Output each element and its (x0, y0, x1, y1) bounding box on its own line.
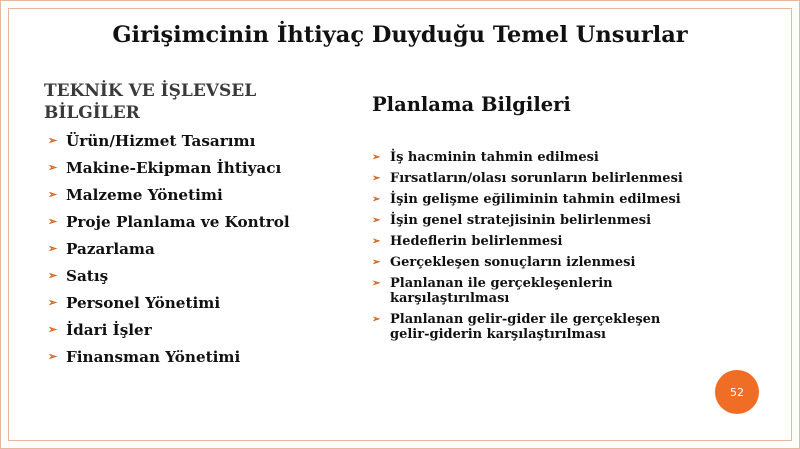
list-item-text: Planlanan gelir-gider ile gerçekleşen gelir-giderin karşılaştırılması (390, 312, 661, 342)
bullet-icon: ➢ (48, 161, 58, 174)
bullet-icon: ➢ (372, 257, 381, 268)
list-item (48, 319, 338, 341)
list-item-text: Pazarlama (66, 240, 155, 258)
list-item-text: İşin gelişme eğiliminin tahmin edilmesi (390, 192, 681, 207)
left-column-heading: TEKNİK VE İŞLEVSEL BİLGİLER (44, 81, 257, 123)
bullet-icon: ➢ (48, 269, 58, 282)
slide-title: Girişimcinin İhtiyaç Duyduğu Temel Unsurlar (112, 22, 688, 48)
list-item (48, 211, 338, 233)
list-item (372, 276, 702, 306)
list-item (372, 213, 702, 228)
list-item-text: Makine-Ekipman İhtiyacı (66, 159, 282, 177)
bullet-icon: ➢ (372, 314, 381, 325)
list-item (48, 157, 338, 179)
list-item-text: Finansman Yönetimi (66, 348, 241, 366)
list-item (48, 292, 338, 314)
list-item-text: İş hacminin tahmin edilmesi (390, 150, 599, 165)
bullet-icon: ➢ (48, 188, 58, 201)
list-item (372, 255, 702, 270)
list-item (48, 346, 338, 368)
bullet-icon: ➢ (372, 194, 381, 205)
list-item (48, 130, 338, 152)
bullet-icon: ➢ (372, 173, 381, 184)
list-item (372, 192, 702, 207)
list-item-text: Satış (66, 267, 109, 285)
list-item-text: Fırsatların/olası sorunların belirlenmesi (390, 171, 683, 186)
bullet-icon: ➢ (372, 236, 381, 247)
list-item-text: Malzeme Yönetimi (66, 186, 223, 204)
list-item-text: Planlanan ile gerçekleşenlerin karşılaştırılması (390, 276, 613, 306)
list-item (372, 171, 702, 186)
bullet-icon: ➢ (372, 152, 381, 163)
bullet-icon: ➢ (372, 215, 381, 226)
bullet-icon: ➢ (48, 323, 58, 336)
list-item (372, 150, 702, 165)
bullet-icon: ➢ (48, 134, 58, 147)
list-item (48, 265, 338, 287)
bullet-icon: ➢ (372, 278, 381, 289)
list-item-text: İşin genel stratejisinin belirlenmesi (390, 213, 652, 228)
left-bullet-list (48, 130, 338, 373)
list-item-text: Proje Planlama ve Kontrol (66, 213, 290, 231)
bullet-icon: ➢ (48, 350, 58, 363)
list-item-text: İdari İşler (66, 321, 152, 339)
right-column-heading: Planlama Bilgileri (372, 93, 571, 116)
list-item-text: Ürün/Hizmet Tasarımı (66, 132, 256, 150)
bullet-icon: ➢ (48, 242, 58, 255)
bullet-icon: ➢ (48, 296, 58, 309)
list-item-text: Hedeflerin belirlenmesi (390, 234, 563, 249)
right-bullet-list (372, 150, 702, 348)
bullet-icon: ➢ (48, 215, 58, 228)
page-number-badge: 52 (715, 370, 759, 414)
list-item (372, 234, 702, 249)
list-item (372, 312, 702, 342)
list-item (48, 238, 338, 260)
list-item-text: Personel Yönetimi (66, 294, 221, 312)
list-item-text: Gerçekleşen sonuçların izlenmesi (390, 255, 636, 270)
list-item (48, 184, 338, 206)
